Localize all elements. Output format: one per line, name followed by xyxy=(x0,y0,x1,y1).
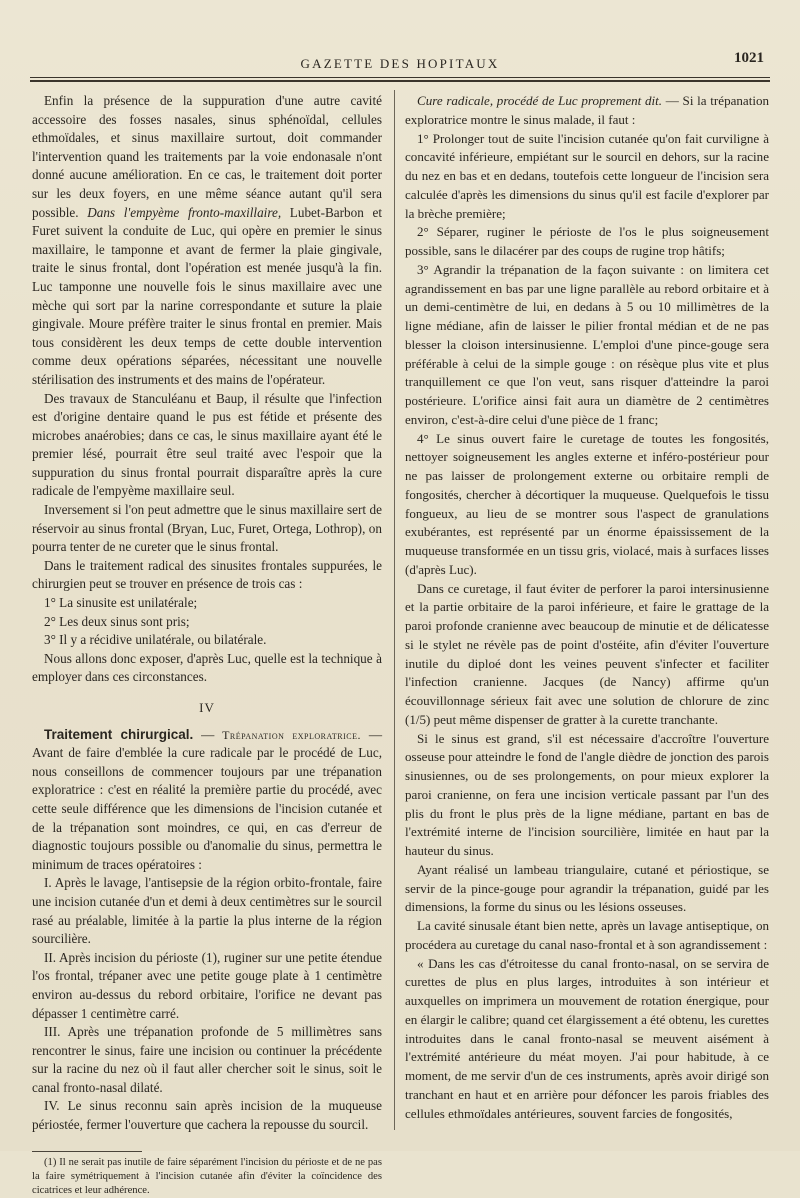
column-divider xyxy=(394,90,395,1130)
quotation: « Dans les cas d'étroitesse du canal fronto-nasal, on se servira de curettes de plus en plus larges, introduites à son intérieur et auxquelles on imprimera un mouvement de rotation énergique, pour en élargir le calibre; quand cet élargissement a été obtenu, les curettes introduites dans le canal fronto-nasal se meuvent aisément à l'extrémité antérieure du méat moyen. J'ai pour habitude, à ce moment, de me servir d'un de ces instruments, après avoir dirigé son tranchant en haut et en arrière pour défoncer les parois friables des cellules ethmoïdales antérieures, souvent farcies de fongosités, xyxy=(405,955,769,1121)
journal-title: GAZETTE DES HOPITAUX xyxy=(300,56,500,71)
case-item: 3° Il y a récidive unilatérale, ou bilatérale. xyxy=(44,632,267,648)
step-item: 2° Séparer, ruginer le périoste de l'os le plus soigneusement possible, sans le dilacérer par des coups de rugine trop hâtifs; xyxy=(405,224,769,258)
step-item: 4° Le sinus ouvert faire le curetage de toutes les fongosités, nettoyer soigneusement les angles externe et inféro-postérieur pour ne pas laisser de prolongement externe ou orbitaire rempli de fongosités, chercher à décortiquer la muqueuse. Quelquefois le tissu fongueux, au lieu de se montrer sous l'aspect de granulations exubérantes, est représenté par un énorme épaississement de la muqueuse transformée en un tissu gris, violacé, mais à surfaces lisses (d'après Luc). xyxy=(405,430,769,577)
paragraph: Inversement si l'on peut admettre que le sinus maxillaire sert de réservoir au sinus frontal (Bryan, Luc, Furet, Ortega, Lothrop), on pourra tenter de ne cureter que le sinus frontal. xyxy=(32,502,382,555)
paragraph: Dans le traitement radical des sinusites frontales suppurées, le chirurgien peut se trouver en présence de trois cas : xyxy=(32,557,382,592)
step-item: 1° Prolonger tout de suite l'incision cutanée qu'on fait curviligne à concavité inférieure, empiétant sur le sourcil en dehors, sur la racine du nez en bas et en dedans, toutefois cette longueur de l'incision sera calculée d'après les dimensions du sinus qu'il est facile d'explorer par la brèche première; xyxy=(405,130,769,221)
text: Lubet-Barbon et Furet suivent la conduite de Luc, qui opère en premier le sinus maxillaire, le tamponne et avant de fermer la plaie gingivale, traite le sinus frontal, dont l'opération est menée jusqu'à la fin. Luc tamponne une nouvelle fois le sinus maxillaire avec une mèche qui sort par la narine correspondante et suture la plaie gingivale. Moure préfère traiter le sinus frontal en premier. Mais tous considèrent les deux temps de cette double intervention comme deux opérations séparées, nécessitant une nouvelle stérilisation des instruments et des mains de l'opérateur. xyxy=(32,204,382,387)
italic-heading: Cure radicale, procédé de Luc proprement dit. xyxy=(417,93,663,108)
step-item: I. Après le lavage, l'antisepsie de la région orbito-frontale, faire une incision cutanée d'un et demi à deux centimètres sur le sourcil rasé au préalable, limitée à la partie la plus interne de la région sourcilière. xyxy=(32,875,382,947)
paragraph: Si le sinus est grand, s'il est nécessaire d'accroître l'ouverture osseuse pour atteindre le fond de l'angle dièdre de jonction des parois sinusiennes, ou de ses prolongements, on pour mieux explorer la paroi cranienne, on fera une incision verticale passant par l'un des plis du front le plus près de la ligne médiane, partant en bas de l'extrémité interne de l'incision sourcilière, limitée en haut par la hauteur du sinus. xyxy=(405,730,769,858)
footnote: (1) Il ne serait pas inutile de faire séparément l'incision du périoste et de ne pas la faire symétriquement à l'incision cutanée afin d'éviter la coïncidence des cicatrices et leur adhérence. xyxy=(32,1156,382,1196)
paragraph xyxy=(405,92,769,130)
subheading: Trépanation exploratrice. xyxy=(222,727,362,742)
case-item: 2° Les deux sinus sont pris; xyxy=(44,613,190,629)
step-item: IV. Le sinus reconnu sain après incision de la muqueuse périostée, fermer l'ouverture que cachera la repousse du sourcil. xyxy=(32,1098,382,1133)
page-header xyxy=(30,50,770,76)
case-item: 1° La sinusite est unilatérale; xyxy=(44,595,198,611)
section-number: IV xyxy=(199,700,215,715)
paragraph: La cavité sinusale étant bien nette, après un lavage antiseptique, on procédera au curetage du canal naso-frontal et à son agrandissement : xyxy=(405,918,769,952)
italic-text: Dans l'empyème fronto-maxillaire, xyxy=(87,204,282,220)
step-item: III. Après une trépanation profonde de 5 millimètres sans rencontrer le sinus, faire une incision ou continuer la précédente sur la racine du nez où il faut aller chercher soit le sinus, soit le canal fronto-nasal dilaté. xyxy=(32,1024,382,1095)
paragraph xyxy=(32,92,382,390)
text: — Si la trépanation exploratrice montre le sinus malade, il faut : xyxy=(405,93,769,127)
step-item: 3° Agrandir la trépanation de la façon suivante : on limitera cet agrandissement en bas par une ligne parallèle au rebord orbitaire et à un demi-centimètre de lui, en dedans à 5 ou 10 millimètres de la ligne médiane, afin de laisser le pilier frontal médian et de ne pas blesser la cloison intersinusienne. L'emploi d'une pince-gouge sera préférable à celui de la simple gouge : on résèque plus vite et plus tranquillement ce que l'on veut, sans risquer d'atteindre la paroi postérieure. L'orifice ainsi fait aura un diamètre de 2 centimètres environ, c'est-à-dire celui d'une pièce de 1 franc; xyxy=(405,261,769,427)
paragraph: Nous allons donc exposer, d'après Luc, quelle est la technique à employer dans ces circonstances. xyxy=(32,650,382,685)
page-number: 1021 xyxy=(734,50,764,66)
header-rule-thick xyxy=(30,80,770,82)
dash: — xyxy=(193,726,223,742)
paragraph: Ayant réalisé un lambeau triangulaire, cutané et périostique, se servir de la pince-gouge pour agrandir la trépanation, guidé par les dimensions, la forme du sinus ou les lésions osseuses. xyxy=(405,861,769,915)
right-column xyxy=(405,92,769,1123)
paragraph: Dans ce curetage, il faut éviter de perforer la paroi intersinusienne et la partie orbitaire de la paroi inférieure, et faire le grattage de la paroi profonde cranienne avec beaucoup de minutie et de délicatesse si le stylet ne révèle pas de point d'ostéite, afin d'éviter l'ouverture inutile du diploé dont les veines peuvent s'infecter et faciliter l'infection cranienne. Jacques (de Nancy) affirme qu'un écouvillonnage sérieux fait avec une solution de chlorure de zinc (1/5) peut même dispenser de gratter à la curette tranchante. xyxy=(405,580,769,727)
section-heading: Traitement chirurgical. xyxy=(44,726,194,742)
paragraph: Des travaux de Stanculéanu et Baup, il résulte que l'infection est d'origine dentaire quand le pus est fétide et présente des microbes anaérobies; dans ce cas, le sinus maxillaire ayant été le premier lésé, pourrait être seul traité avec l'espoir que la suppuration du sinus frontal pourrait disparaître après la cure radicale de l'empyème maxillaire seul. xyxy=(32,390,382,499)
left-column xyxy=(32,92,382,1198)
text: — Avant de faire d'emblée la cure radicale par le procédé de Luc, nous conseillons de commencer toujours par une trépanation exploratrice : c'est en réalité la première partie du procédé, avec cette seule différence que les dimensions de l'incision cutanée et de la trépanation sont moindres, ce qui, en cas d'erreur de diagnostic toujours possible ou d'anomalie du sinus, permettra le minimum de traces opératoires : xyxy=(32,726,382,872)
header-rule-thin xyxy=(30,77,770,78)
text: Enfin la présence de la suppuration d'une autre cavité accessoire des fosses nasales, sinus sphénoïdal, cellules ethmoïdales, et sinus maxillaire surtout, doit commander l'intervention quand les traitements par la voie endonasale n'ont donné aucune amélioration. En ce cas, le traitement doit porter sur les deux foyers, en une même séance autant qu'il sera possible. xyxy=(32,93,382,220)
step-item: II. Après incision du périoste (1), ruginer sur une petite étendue l'os frontal, trépaner avec une petite gouge plate à 1 centimètre environ au-dessus du rebord orbitaire, l'orifice ne devant pas dépasser 1 centimètre carré. xyxy=(32,949,382,1021)
paragraph xyxy=(32,726,382,875)
